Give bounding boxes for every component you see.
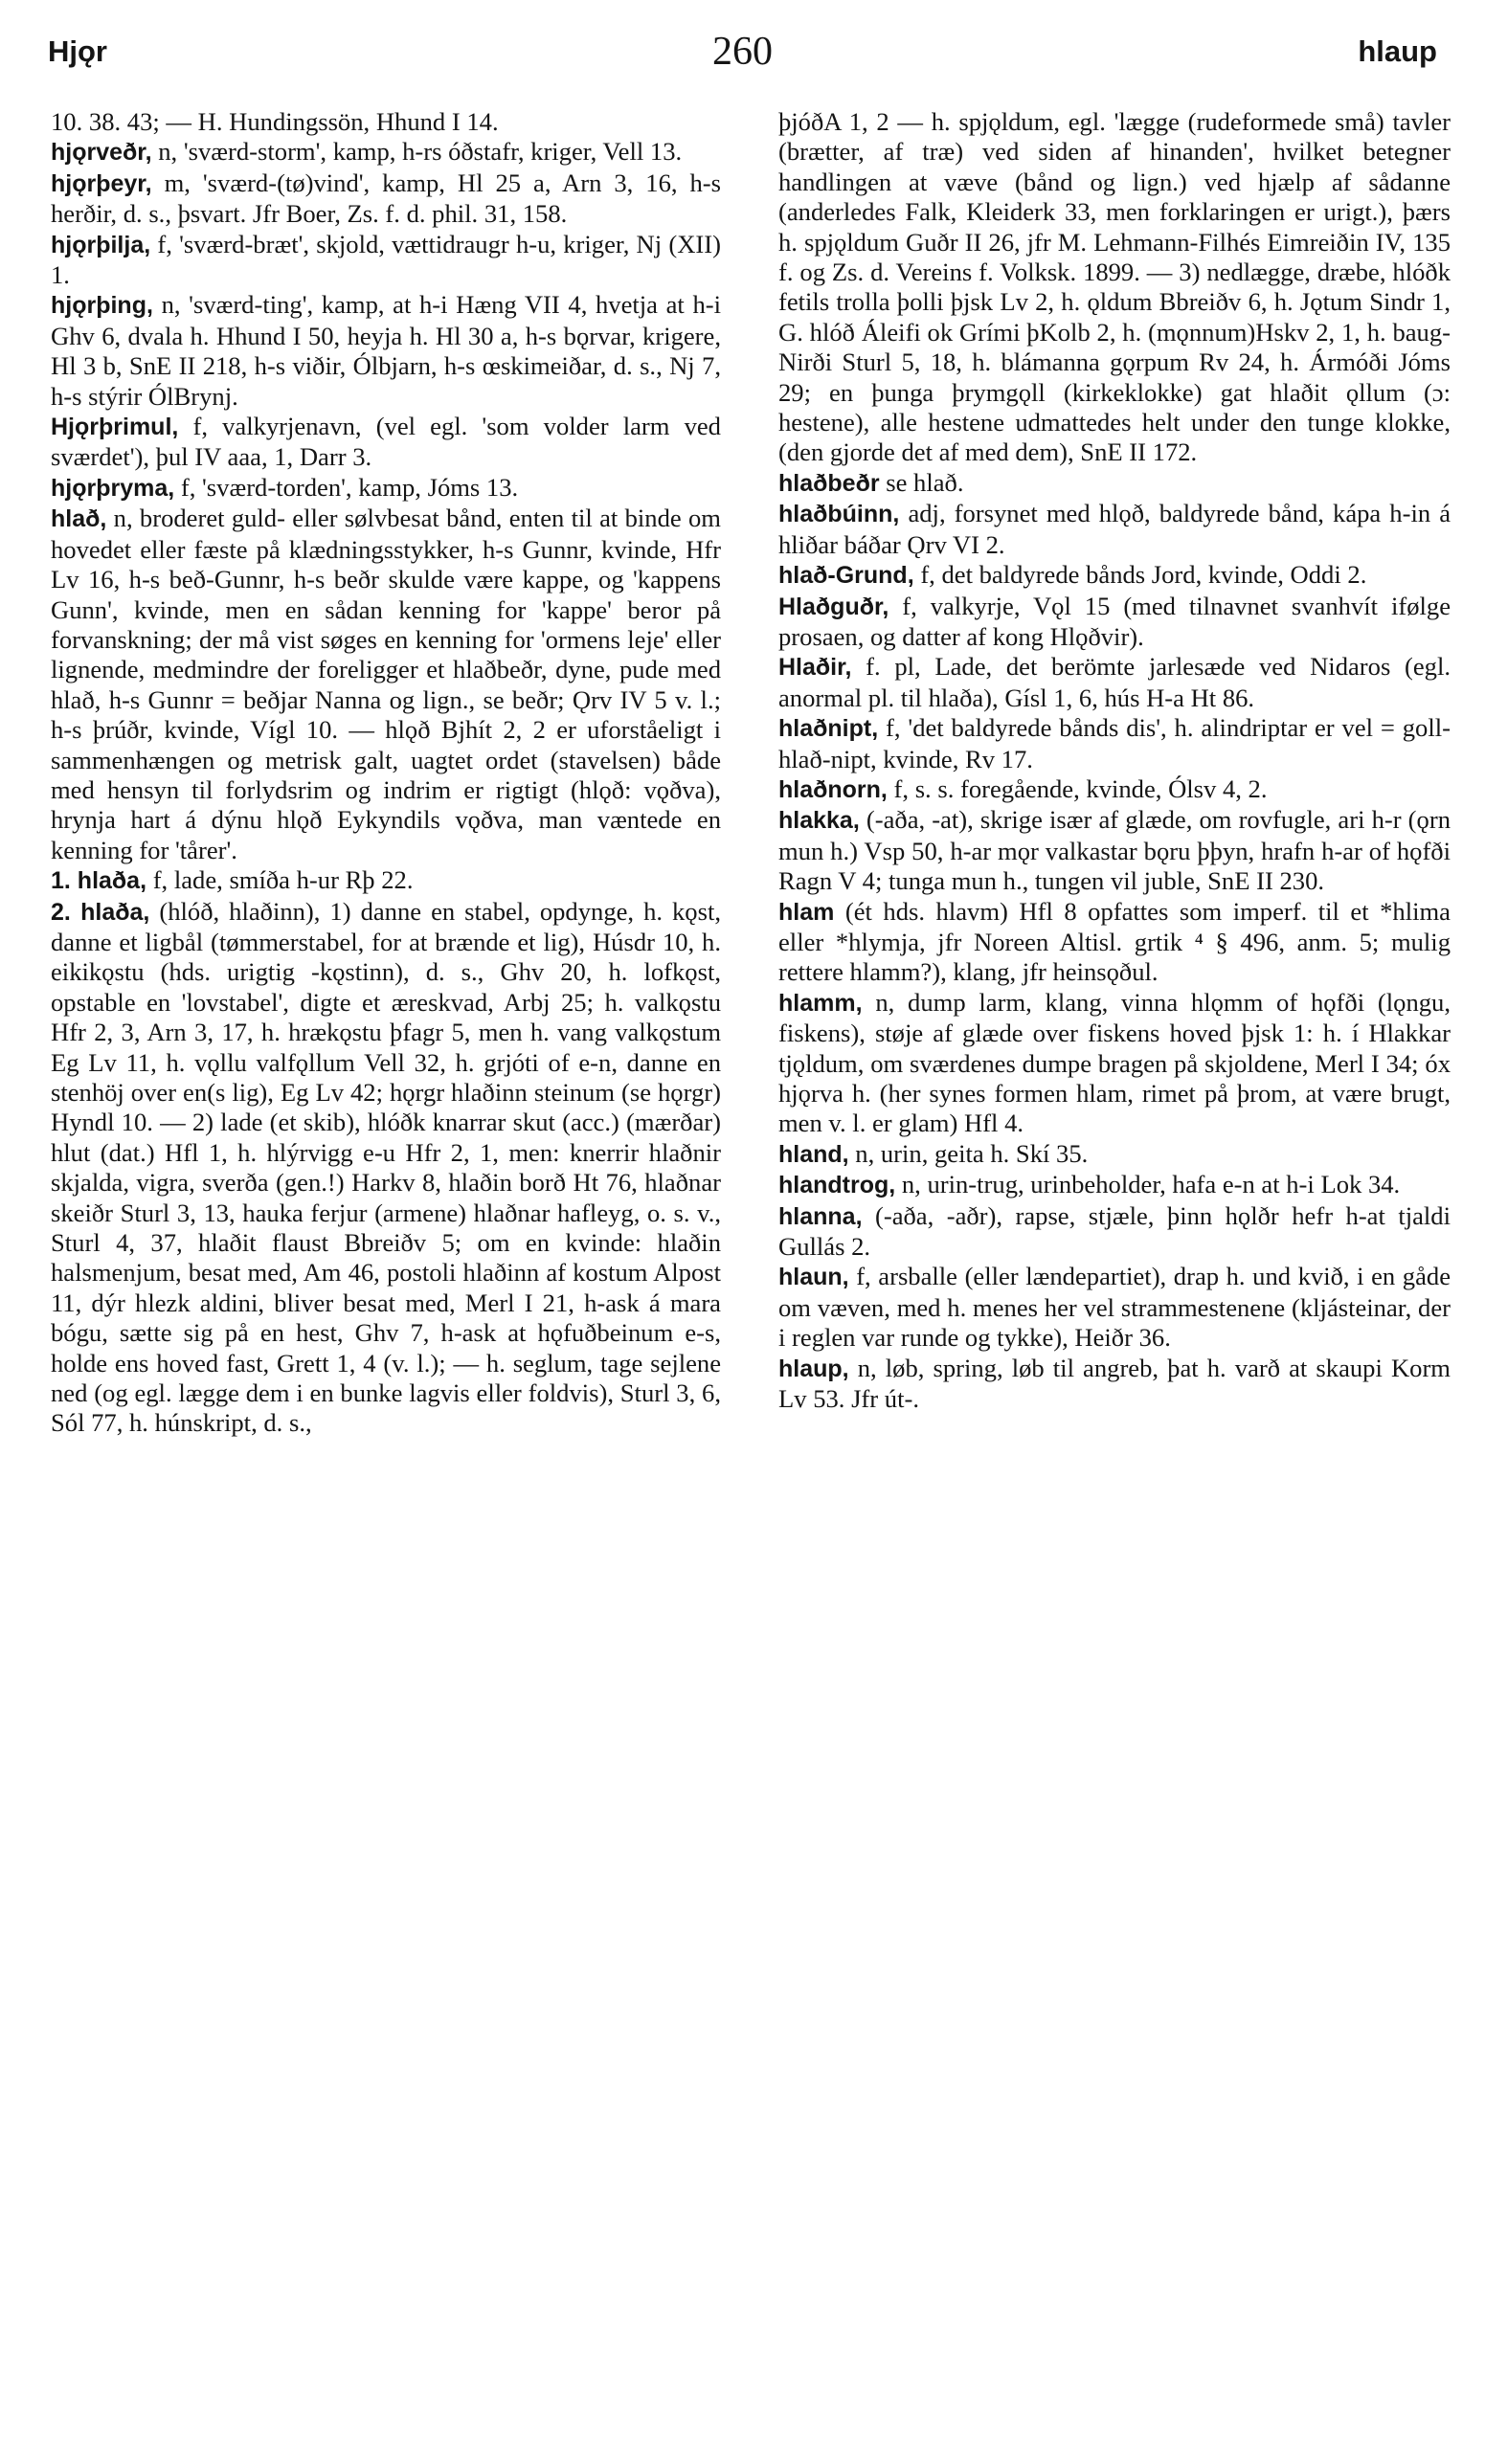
entry-headword: Hlaðguðr,	[778, 593, 889, 620]
dictionary-entry	[778, 774, 1451, 805]
entry-text: n, broderet guld- eller sølvbesat bånd, enten til at binde om hovedet eller fæste på klædningsstykker, h-s Gunnr, kvinde, Hfr Lv 16, h-s beð-Gunnr, h-s beðr skulde være kappe, og 'kappens Gunn', kvinde, men en sådan kenning for 'kappe' beror på forvanskning; der må vist søges en kenning for 'ormens leje' eller lignende, medmindre der foreligger et hlaðbeðr, dyne, pude med hlað, h-s Gunnr = beðjar Nanna og lign., se beðr; Ǫrv IV 5 v. l.; h-s þrúðr, kvinde, Vígl 10. — hlǫð Bjhít 2, 2 er uforståeligt i sammenhængen og metrisk galt, uagtet ordet (stavelsen) både med hensyn til forlydsrim og indrim er rigtigt (hlǫð: vǫðva), hrynja hart á dýnu hlǫð Eykyndils vǫðva, man væntede en kenning for 'tårer'.	[51, 504, 721, 864]
dictionary-entry	[51, 412, 721, 473]
dictionary-entry	[51, 290, 721, 412]
entry-headword: hlaðnorn,	[778, 775, 888, 803]
page-number: 260	[712, 30, 773, 74]
dictionary-entry	[778, 1170, 1451, 1200]
entry-text: þjóðA 1, 2 — h. spjǫldum, egl. 'lægge (rudeformede små) tavler (brætter, af træ) ved siden af hinanden', hvilket betegner handlingen at væve (bånd og lign.) ved hjælp af sådanne (anderledes Falk, Kleiderk 33, men forklaringen er urigt.), þærs h. spjǫldum Guðr II 26, jfr M. Lehmann-Filhés Eimreiðin IV, 135 f. og Zs. d. Vereins f. Volksk. 1899. — 3) nedlægge, dræbe, hlóðk fetils trolla þolli þjsk Lv 2, h. ǫldum Bbreiðv 6, h. Jǫtum Sindr 1, G. hlóð Áleifi ok Grími þKolb 2, h. (mǫnnum)Hskv 2, 1, h. baug-Nirði Sturl 5, 18, h. blámanna gǫrpum Rv 24, h. Ármóði Jóms 29; en þunga þrymgǫll (kirkeklokke) gat hlaðit ǫllum (ɔ: hestene), alle hestene udmattedes helt under den tunge klokke, (den gjorde det af med dem), SnE II 172.	[778, 107, 1451, 467]
entry-headword: hlaup,	[778, 1355, 849, 1382]
entry-headword: hlamm,	[778, 989, 863, 1017]
dictionary-entry	[778, 652, 1451, 713]
header-left-guideword: Hjǫr	[48, 34, 107, 68]
left-column	[51, 107, 721, 1439]
entry-text: m, 'sværd-(tø)vind', kamp, Hl 25 a, Arn 3, 16, h-s herðir, d. s., þsvart. Jfr Boer, Zs. f. d. phil. 31, 158.	[51, 168, 721, 229]
entry-headword: hjǫrþing,	[51, 292, 153, 320]
entry-text: f, 'sværd-torden', kamp, Jóms 13.	[180, 472, 519, 502]
entry-headword: hjǫrþilja,	[51, 231, 151, 258]
dictionary-entry	[778, 1139, 1451, 1170]
dictionary-entry	[51, 865, 721, 896]
dictionary-entry	[51, 897, 721, 1439]
dictionary-entry	[51, 473, 721, 504]
entry-headword: hlandtrog,	[778, 1172, 896, 1199]
entry-text: f, arsballe (eller lændepartiet), drap h. und kvið, i en gåde om væven, med h. menes her vel strammestenene (kljásteinar, der i reglen var runde og tykke), Heiðr 36.	[778, 1262, 1451, 1353]
entry-headword: 1. hlaða,	[51, 867, 147, 895]
header-right-guideword: hlaup	[1358, 34, 1437, 68]
entry-text: f. pl, Lade, det berömte jarlesæde ved Nidaros (egl. anormal pl. til hlaða), Gísl 1, 6, hús H-a Ht 86.	[778, 652, 1451, 712]
dictionary-entry	[778, 897, 1451, 988]
dictionary-entry	[778, 805, 1451, 896]
dictionary-entry	[778, 1201, 1451, 1263]
entry-text: f, 'sværd-bræt', skjold, vættidraugr h-u, kriger, Nj (XII) 1.	[51, 229, 721, 290]
entry-headword: hjǫrþryma,	[51, 474, 175, 502]
dictionary-entry	[778, 560, 1451, 591]
dictionary-entry	[778, 499, 1451, 560]
entry-text: n, løb, spring, løb til angreb, þat h. varð at skaupi Korm Lv 53. Jfr út-.	[778, 1353, 1451, 1414]
entry-text: f, valkyrjenavn, (vel egl. 'som volder larm ved sværdet'), þul IV aaa, 1, Darr 3.	[51, 412, 721, 472]
entry-headword: hlað,	[51, 505, 107, 533]
entry-headword: Hjǫrþrimul,	[51, 414, 179, 441]
entry-headword: hlakka,	[778, 807, 860, 835]
entry-headword: hlaun,	[778, 1264, 849, 1291]
dictionary-entry	[51, 137, 721, 168]
entry-text: (hlóð, hlaðinn), 1) danne en stabel, opdynge, h. kǫst, danne et ligbål (tømmerstabel, for at brænde et lig), Húsdr 10, h. eikikǫstu (hds. urigtig -kǫstinn), d. s., Ghv 20, h. lofkǫst, opstable en 'lovstabel', digte et æreskvad, Arbj 25; h. valkǫstu Hfr 2, 3, Arn 3, 17, h. hrækǫstu þfagr 5, men h. vang valkǫstum Eg Lv 11, h. vǫllu valfǫllum Vell 32, h. grjóti of e-n, danne en stenhöj over en(s lig), Eg Lv 42; hǫrgr hlaðinn steinum (se hǫrgr) Hyndl 10. — 2) lade (et skib), hlóðk knarrar skut (acc.) (mærðar) hlut (dat.) Hfl 1, h. hlýrvigg e-u Hfr 2, 1, men: knerrir hlaðnir skjalda, vigra, sverða (gen.!) Harkv 8, hlaðin borð Ht 76, hlaðnar skeiðr Sturl 3, 13, hauka ferjur (armene) hlaðnar hafleyg, o. s. v., Sturl 4, 37, hlaðit flaust Bbreiðv 5; om en kvinde: hlaðin halsmenjum, besat med, Am 46, postoli hlaðinn af kostum Alpost 11, dýr hlezk aldini, bliver besat med, Merl I 21, h-ask á mara bógu, sætte sig på en hest, Ghv 7, h-ask at hǫfuðbeinum e-s, holde ens hoved fast, Grett 1, 4 (v. l.); — h. seglum, tage sejlene ned (og egl. lægge dem i en bunke lagvis eller foldvis), Sturl 3, 6, Sól 77, h. húnskript, d. s.,	[51, 896, 721, 1438]
entry-text: f, s. s. foregående, kvinde, Ólsv 4, 2.	[893, 773, 1268, 803]
entry-text: se hlað.	[886, 467, 964, 497]
dictionary-entry	[51, 107, 721, 137]
entry-text: n, 'sværd-storm', kamp, h-rs óðstafr, kriger, Vell 13.	[158, 137, 683, 167]
dictionary-entry	[778, 1354, 1451, 1415]
dictionary-entry	[51, 230, 721, 291]
entry-text: n, dump larm, klang, vinna hlǫmm of hǫfði (lǫngu, fiskens), støje af glæde over fiskens hoved þjsk 1: h. í Hlakkar tjǫldum, om sværdenes dumpe bragen på skjoldene, Merl I 34; óx hjǫrva h. (her synes formen hlam, rimet på þrom, at være brugt, men v. l. er glam) Hfl 4.	[778, 987, 1451, 1138]
entry-headword: hlaðbeðr	[778, 469, 880, 497]
entry-headword: hjǫrþeyr,	[51, 169, 152, 197]
entry-text: f, lade, smíða h-ur Rþ 22.	[152, 865, 414, 895]
dictionary-entry	[51, 168, 721, 230]
entry-text: n, urin, geita h. Skí 35.	[855, 1138, 1089, 1168]
entry-headword: Hlaðir,	[778, 654, 852, 682]
entry-text: 10. 38. 43; — H. Hundingssön, Hhund I 14.	[51, 107, 499, 136]
entry-text: (-aða, -at), skrige især af glæde, om rovfugle, ari h-r (ǫrn mun h.) Vsp 50, h-ar mǫr valkastar bǫru þþyn, hrafn h-ar of hǫfði Ragn V 4; tunga mun h., tungen vil juble, SnE II 230.	[778, 805, 1451, 896]
dictionary-entry	[778, 988, 1451, 1139]
dictionary-entry	[51, 504, 721, 865]
dictionary-entry	[778, 592, 1451, 653]
entry-text: f, det baldyrede bånds Jord, kvinde, Oddi 2.	[920, 560, 1367, 590]
dictionary-entry	[778, 713, 1451, 774]
page-header	[48, 30, 1437, 92]
entry-text: f, valkyrje, Vǫl 15 (med tilnavnet svanhvít ifølge prosaen, og datter af kong Hlǫðvir).	[778, 591, 1451, 651]
entry-text: n, 'sværd-ting', kamp, at h-i Hæng VII 4, hvetja at h-i Ghv 6, dvala h. Hhund I 50, heyja h. Hl 30 a, h-s bǫrvar, krigere, Hl 3 b, SnE II 218, h-s viðir, Ólbjarn, h-s œskimeiðar, d. s., Nj 7, h-s stýrir ÓlBrynj.	[51, 290, 721, 411]
entry-headword: hjǫrveðr,	[51, 139, 152, 167]
dictionary-entry	[778, 107, 1451, 468]
dictionary-entry	[778, 1262, 1451, 1353]
entry-headword: hlanna,	[778, 1202, 863, 1230]
entry-text: f, 'det baldyrede bånds dis', h. alindriptar er vel = goll-hlað-nipt, kvinde, Rv 17.	[778, 713, 1451, 773]
entry-headword: 2. hlaða,	[51, 898, 150, 926]
dictionary-entry	[778, 468, 1451, 499]
right-column	[778, 107, 1451, 1414]
entry-headword: hland,	[778, 1140, 849, 1168]
entry-headword: hlaðnipt,	[778, 715, 879, 743]
entry-headword: hlað-Grund,	[778, 562, 914, 590]
entry-text: (-aða, -aðr), rapse, stjæle, þinn hǫlðr hefr h-at tjaldi Gullás 2.	[778, 1200, 1451, 1262]
entry-text: (ét hds. hlavm) Hfl 8 opfattes som imperf. til et *hlima eller *hlymja, jfr Noreen Altisl. grtik ⁴ § 496, anm. 5; mulig rettere hlamm?), klang, jfr heinsǫðul.	[778, 896, 1451, 987]
entry-headword: hlam	[778, 898, 835, 926]
entry-headword: hlaðbúinn,	[778, 501, 900, 528]
entry-text: adj, forsynet med hlǫð, baldyrede bånd, kápa h-in á hliðar báðar Ǫrv VI 2.	[778, 499, 1451, 559]
entry-text: n, urin-trug, urinbeholder, hafa e-n at h-i Lok 34.	[901, 1170, 1401, 1199]
